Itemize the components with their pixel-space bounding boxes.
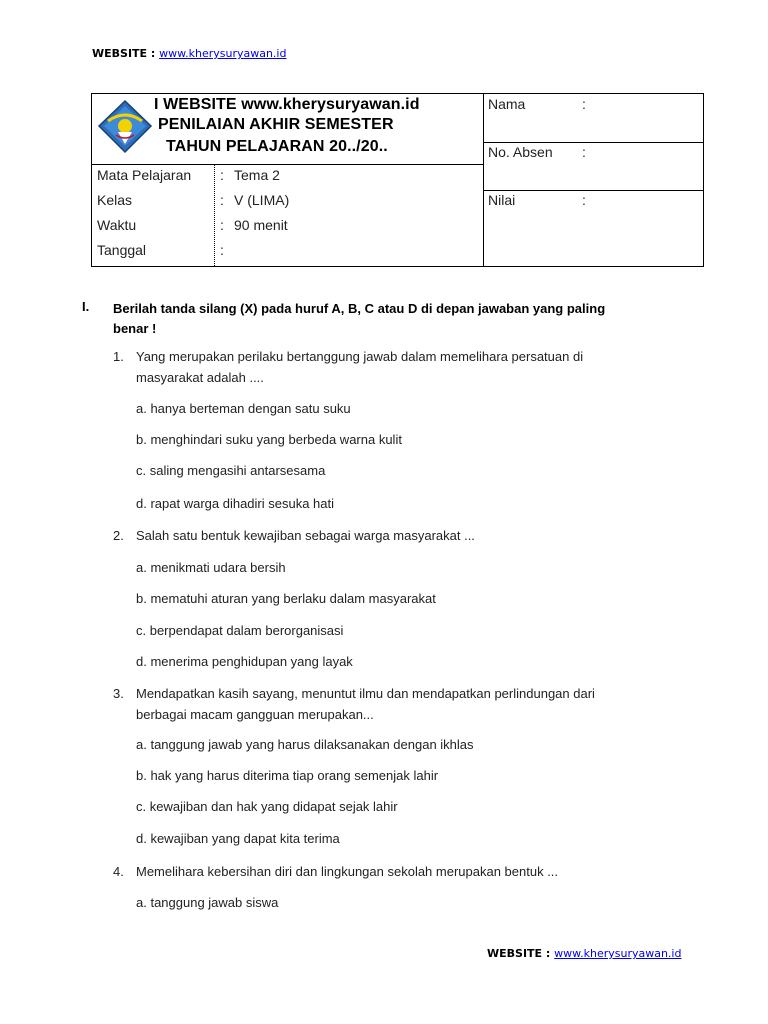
header-website	[92, 47, 286, 60]
info-separator: :	[220, 217, 224, 233]
answer-option[interactable]: d. kewajiban yang dapat kita terima	[136, 831, 340, 846]
question-line-2: masyarakat adalah ....	[136, 370, 264, 385]
instruction-line-1: Berilah tanda silang (X) pada huruf A, B, C atau D di depan jawaban yang paling	[113, 301, 606, 316]
answer-option[interactable]: c. berpendapat dalam berorganisasi	[136, 623, 344, 638]
question-line-1: Mendapatkan kasih sayang, menuntut ilmu dan mendapatkan perlindungan dari	[136, 686, 595, 701]
answer-option[interactable]: d. menerima penghidupan yang layak	[136, 654, 353, 669]
question-text	[136, 525, 636, 546]
answer-option[interactable]: b. mematuhi aturan yang berlaku dalam masyarakat	[136, 591, 436, 606]
answer-option[interactable]: a. menikmati udara bersih	[136, 560, 286, 575]
answer-option[interactable]: a. tanggung jawab yang harus dilaksanakan dengan ikhlas	[136, 737, 474, 752]
student-field-label: Nilai	[488, 192, 516, 208]
answer-option[interactable]: c. saling mengasihi antarsesama	[136, 463, 326, 478]
info-label: Mata Pelajaran	[97, 167, 192, 183]
exam-header-table	[91, 93, 704, 267]
info-separator: :	[220, 242, 224, 258]
student-field-label: Nama	[488, 96, 526, 112]
question-number: 4.	[113, 864, 124, 879]
title-line-3: TAHUN PELAJARAN 20../20..	[166, 138, 388, 155]
student-name-field[interactable]	[483, 94, 703, 143]
question-line-1: Yang merupakan perilaku bertanggung jawab dalam memelihara persatuan di	[136, 349, 584, 364]
footer-website	[487, 947, 681, 960]
header-website-label: WEBSITE :	[92, 47, 160, 60]
question-number: 1.	[113, 349, 124, 364]
info-value: V (LIMA)	[234, 192, 290, 208]
question-line-2: berbagai macam gangguan merupakan...	[136, 707, 374, 722]
section-instruction	[113, 299, 673, 339]
question-text	[136, 861, 636, 882]
student-number-field[interactable]	[483, 142, 703, 191]
answer-option[interactable]: b. hak yang harus diterima tiap orang semenjak lahir	[136, 768, 439, 783]
info-value: 90 menit	[234, 217, 288, 233]
question-number: 2.	[113, 528, 124, 543]
info-row-time	[92, 214, 483, 238]
info-label: Tanggal	[97, 242, 147, 258]
answer-option[interactable]: a. tanggung jawab siswa	[136, 895, 279, 910]
exam-info-panel	[92, 94, 484, 266]
answer-option[interactable]: b. menghindari suku yang berbeda warna kulit	[136, 432, 402, 447]
answer-option[interactable]: a. hanya berteman dengan satu suku	[136, 401, 351, 416]
info-row-class	[92, 189, 483, 213]
answer-option[interactable]: c. kewajiban dan hak yang didapat sejak lahir	[136, 799, 398, 814]
student-panel	[483, 94, 703, 266]
score-field[interactable]	[483, 190, 703, 266]
answer-option[interactable]: d. rapat warga dihadiri sesuka hati	[136, 496, 335, 511]
student-field-separator: :	[582, 192, 586, 208]
title-line-1: I WEBSITE www.kherysuryawan.id	[154, 96, 420, 113]
info-row-date	[92, 239, 483, 263]
section-number: I.	[82, 299, 90, 314]
footer-website-label: WEBSITE :	[487, 947, 555, 960]
question-text	[136, 346, 636, 388]
title-box	[92, 94, 483, 165]
info-row-subject	[92, 164, 483, 188]
question-text	[136, 683, 636, 725]
tut-wuri-handayani-logo	[96, 99, 154, 154]
title-line-2: PENILAIAN AKHIR SEMESTER	[158, 116, 394, 133]
info-separator: :	[220, 192, 224, 208]
info-label: Kelas	[97, 192, 133, 208]
question-line-1: Salah satu bentuk kewajiban sebagai warga masyarakat ...	[136, 528, 475, 543]
footer-website-link[interactable]: www.kherysuryawan.id	[554, 947, 682, 960]
info-label: Waktu	[97, 217, 137, 233]
question-number: 3.	[113, 686, 124, 701]
header-website-link[interactable]: www.kherysuryawan.id	[159, 47, 287, 60]
student-field-separator: :	[582, 96, 586, 112]
question-line-1: Memelihara kebersihan diri dan lingkungan sekolah merupakan bentuk ...	[136, 864, 559, 879]
info-value: Tema 2	[234, 167, 280, 183]
instruction-line-2: benar !	[113, 321, 157, 336]
info-separator: :	[220, 167, 224, 183]
student-field-label: No. Absen	[488, 144, 553, 160]
student-field-separator: :	[582, 144, 586, 160]
